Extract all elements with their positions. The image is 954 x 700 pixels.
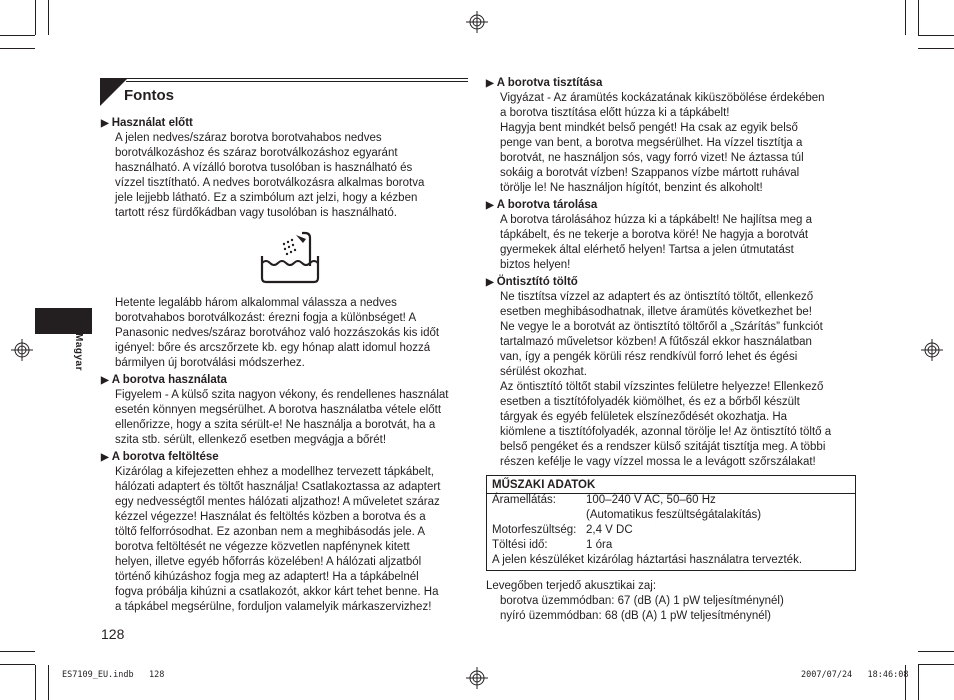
text-line: van, így a pengék körüli rész rendkívül forró lehet és égési (500, 351, 798, 363)
arrow-right-icon: ▶ (101, 452, 109, 463)
text-line: Vigyázat - Az áramütés kockázatának kiküszöbölése érdekében (500, 92, 825, 104)
text-line: szita stb. sérült, ellenkező esetben megvágja a bőrét! (115, 434, 387, 446)
shower-bathtub-icon (258, 230, 322, 284)
left-section-before-use (101, 116, 424, 221)
crop-mark (0, 651, 35, 652)
registration-mark-icon (466, 11, 488, 33)
spec-value: 100–240 V AC, 50–60 Hz (586, 494, 716, 506)
arrow-right-icon: ▶ (486, 277, 494, 288)
section-heading-text: Öntisztító töltő (496, 276, 578, 288)
specifications-title: MŰSZAKI ADATOK (492, 479, 596, 491)
spec-row (492, 538, 802, 553)
text-line: Az öntisztító töltőt stabil vízszintes felületre helyezze! Ellenkező (500, 381, 824, 393)
left-section-charging (101, 450, 440, 615)
crop-mark (918, 48, 954, 49)
section-body (115, 296, 439, 371)
section-heading-text: Használat előtt (111, 117, 193, 129)
specifications-box (486, 475, 856, 571)
text-line: Panasonic nedves/száraz borotvához való hozzászokás kis időt (115, 327, 440, 339)
crop-mark (918, 664, 954, 665)
section-body (115, 465, 440, 615)
text-line: A jelen nedves/száraz borotva borotvahabos nedves (115, 132, 382, 144)
language-tab (35, 308, 92, 334)
spec-label: Motorfeszültség: (492, 524, 577, 536)
text-line: penge van bent, a borotva megsérülhet. Ha vízzel tisztítja a (500, 137, 803, 149)
text-line: vízzel tisztítható. A nedves borotválkozásra alkalmas borotva (115, 177, 425, 189)
arrow-right-icon: ▶ (101, 118, 109, 129)
spec-label: Töltési idő: (492, 539, 548, 551)
text-line: borotvahabos borotválkozást: érezni fogja a különbséget! A (115, 312, 417, 324)
right-section-cleaning (486, 76, 825, 196)
crop-mark (918, 665, 919, 700)
section-heading-text: A borotva tisztítása (496, 77, 603, 89)
text-line: történő kihúzáshoz fogja meg az adaptert! Ha a tápkábelnél (115, 571, 419, 583)
spec-note: A jelen készüléket kizárólag háztartási használatra tervezték. (492, 554, 803, 566)
crop-mark (0, 664, 35, 665)
registration-mark-icon (11, 339, 33, 361)
noise-line: borotva üzemmódban: 67 (dB (A) 1 pW teljesítménynél) (500, 595, 784, 607)
crop-mark (0, 48, 35, 49)
text-line: biztos helyen! (500, 259, 571, 271)
right-section-self-cleaning (486, 275, 831, 470)
section-body (115, 131, 424, 221)
text-line: belső pengéket és a rendszer külső szitáját tisztítja meg. A többi (500, 441, 826, 453)
text-line: a borotva tisztítása előtt húzza ki a tápkábelt! (500, 107, 730, 119)
text-line: igényel: bőre és arcszőrzete kb. egy hónap alatt idomul hozzá (115, 342, 431, 354)
text-line: fogva próbálja kihúzni a csatlakozót, akkor kárt tehet benne. Ha (115, 586, 439, 598)
text-line: helyen, illetve egyéb hőforrás közelében! A hálózati aljzatból (115, 556, 422, 568)
arrow-right-icon: ▶ (486, 200, 494, 211)
section-heading (486, 275, 831, 290)
section-body (500, 290, 831, 470)
crop-mark (48, 665, 49, 700)
crop-mark (35, 665, 36, 700)
text-line: kézzel végezze! Használat és feltöltés közben a borotva és a (115, 511, 426, 523)
crop-mark (35, 0, 36, 35)
footer-file: ES7109_EU.indb 128 (62, 670, 165, 680)
section-heading (486, 76, 825, 91)
text-line: sokáig a borotvát vízben! Szappanos vízbe mártott ruhával (500, 167, 800, 179)
text-line: egy nedvességtől mentes hálózati aljzathoz! A műveletet száraz (115, 496, 440, 508)
footer-timestamp: 2007/07/24 18:46:08 (801, 670, 909, 680)
registration-mark-icon (921, 339, 943, 361)
section-body (500, 213, 812, 273)
text-line: tartott rész fürdőkádban vagy tusolóban is használható. (115, 207, 397, 219)
noise-title: Levegőben terjedő akusztikai zaj: (486, 580, 657, 592)
crop-mark (0, 35, 35, 36)
text-line: esetén könnyen megsérülhet. A borotva használatba vétele előtt (115, 404, 442, 416)
crop-mark (48, 0, 49, 35)
text-line: részen kefélje le vagy vízzel mossa le a levágott szőrszálakat! (500, 456, 816, 468)
language-tab-label: Magyar (73, 333, 84, 372)
page-title: Fontos (124, 87, 174, 104)
crop-mark (905, 0, 906, 35)
text-line: a tápkábel megsérülne, forduljon valamelyik márkaszervizhez! (115, 601, 432, 613)
text-line: tartalmazó műveletsor közben! A fűtőszál ekkor használatban (500, 336, 812, 348)
section-heading (101, 116, 424, 131)
right-section-storage (486, 198, 812, 273)
spec-value: 2,4 V DC (586, 524, 633, 536)
spec-divider (487, 493, 855, 494)
section-heading-text: A borotva tárolása (496, 199, 598, 211)
text-line: A borotva tárolásához húzza ki a tápkábelt! Ne hajlítsa meg a (500, 214, 812, 226)
text-line: sérülést okozhat. (500, 366, 587, 378)
text-line: Hagyja bent mindkét belső pengét! Ha csak az egyik belső (500, 122, 798, 134)
text-line: bármilyen új borotválási módszerhez. (115, 357, 305, 369)
section-body (115, 388, 448, 448)
text-line: kiömlene a tisztítófolyadék, azonnal törölje le! Az öntisztító töltő a (500, 426, 832, 438)
arrow-right-icon: ▶ (101, 375, 109, 386)
spec-value: 1 óra (586, 539, 613, 551)
crop-mark (918, 35, 954, 36)
crop-mark (918, 0, 919, 35)
left-section-weekly (115, 296, 439, 371)
specifications-table (492, 478, 802, 568)
text-line: Ne tisztítsa vízzel az adaptert és az öntisztító töltőt, ellenkező (500, 291, 814, 303)
spec-label: Áramellátás: (492, 494, 556, 506)
section-heading (101, 373, 448, 388)
text-line: borotvát, ne használjon sós, vagy forró vizet! Ne áztassa túl (500, 152, 804, 164)
text-line: Figyelem - A külső szita nagyon vékony, és rendellenes használat (115, 389, 449, 401)
text-line: töltő felforrósodhat. Ez azonban nem a meghibásodás jele. A (115, 526, 426, 538)
section-heading (101, 450, 440, 465)
text-line: Kizárólag a kifejezetten ehhez a modellhez tervezett tápkábelt, (115, 466, 434, 478)
text-line: borotválkozáshoz és száraz borotválkozáshoz egyaránt (115, 147, 398, 159)
text-line: Ne vegye le a borotvát az öntisztító töltőről a „Szárítás” funkciót (500, 321, 823, 333)
spec-row (492, 493, 802, 508)
text-line: borotva feltöltését ne végezze közvetlen napfénynek kitett (115, 541, 410, 553)
text-line: tárgyak és egyéb felületek elszíneződését okozhatja. Ha (500, 411, 788, 423)
text-line: használható. A vízálló borotva tusolóban is használható és (115, 162, 413, 174)
page-number: 128 (101, 626, 125, 642)
section-heading (486, 198, 812, 213)
noise-section (486, 579, 784, 624)
left-section-usage (101, 373, 448, 448)
crop-mark (918, 651, 954, 652)
text-line: tápkábelt, és ne tekerje a borotva köré! Ne hagyja a borotvát (500, 229, 809, 241)
text-line: törölje le! Ne használjon hígítót, benzint és alkoholt! (500, 182, 763, 194)
section-heading-text: A borotva feltöltése (111, 451, 219, 463)
section-body (500, 91, 825, 196)
registration-mark-icon (466, 667, 488, 689)
spec-row (492, 523, 802, 538)
spec-row (492, 508, 802, 523)
text-line: Hetente legalább három alkalommal válassza a nedves (115, 297, 397, 309)
arrow-right-icon: ▶ (486, 78, 494, 89)
text-line: esetben meghibásodhatnak, illetve áramütés következhet be! (500, 306, 812, 318)
text-line: gyermekek által elérhető helyen! Tartsa a jelen útmutatást (500, 244, 794, 256)
spec-value: (Automatikus feszültségátalakítás) (586, 509, 762, 521)
text-line: jele lejjebb látható. Ez a szimbólum azt jelzi, hogy a kézben (115, 192, 418, 204)
text-line: ellenőrizze, hogy a szita sérült-e! Ne használja a borotvát, ha a (115, 419, 436, 431)
text-line: esetben a tisztítófolyadék kiömölhet, és ez a bőrből készült (500, 396, 800, 408)
section-heading-text: A borotva használata (111, 374, 227, 386)
text-line: hálózati adaptert és töltőt használja! Csatlakoztassa az adaptert (115, 481, 441, 493)
noise-line: nyíró üzemmódban: 68 (dB (A) 1 pW teljesítménynél) (500, 610, 772, 622)
